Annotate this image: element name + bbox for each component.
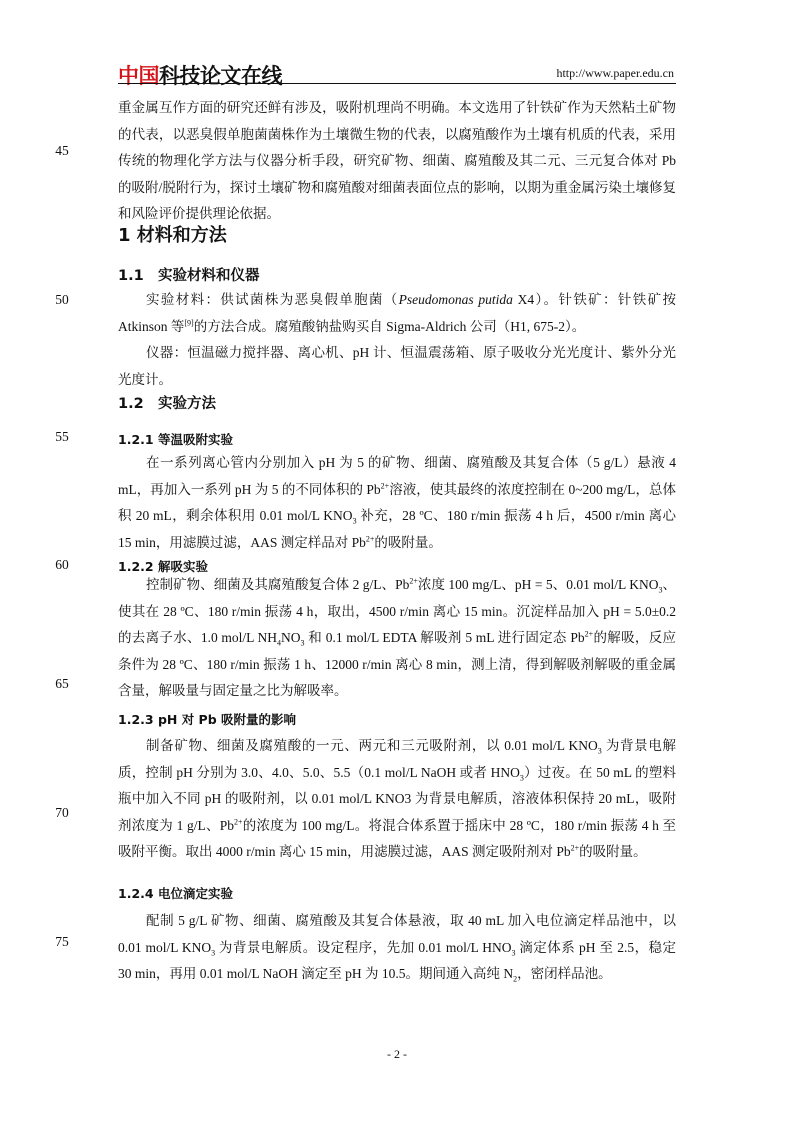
subsubsection-heading: 1.2.2 解吸实验	[118, 559, 208, 574]
line-number: 65	[55, 676, 69, 691]
instruments-paragraph: 仪器：恒温磁力搅拌器、离心机、pH 计、恒温震荡箱、原子吸收分光光度计、紫外分光光度计。	[118, 345, 676, 387]
subsection-heading: 1.1 实验材料和仪器	[118, 268, 260, 284]
intro-paragraph: 重金属互作方面的研究还鲜有涉及，吸附机理尚不明确。本文选用了针铁矿作为天然粘土矿物的代表，以恶臭假单胞菌菌株作为土壤微生物的代表，以腐殖酸作为土壤有机质的代表，采用传统的物理化学方法与仪器分析手段，研究矿物、细菌、腐殖酸及其二元、三元复合体对 Pb 的吸附/脱附行为，探讨土壤矿物和腐殖酸对细菌表面位点的影响，以期为重金属污染土壤修复和风险评价提供理论依据。	[118, 100, 676, 221]
subsubsection-heading: 1.2.4 电位滴定实验	[118, 886, 233, 901]
titration-paragraph: 配制 5 g/L 矿物、细菌、腐殖酸及其复合体悬液，取 40 mL 加入电位滴定样品池中，以 0.01 mol/L $KNO_3$ 为背景电解质。设定程序，先加 0.01 mol/L $HNO_3$ 滴定体系 pH 至 2.5，稳定 30 min，再用 0.01 mol/L NaOH 滴定至 pH 为 10.5。期间通入高纯 $N_2$，密闭样品池。	[118, 913, 677, 984]
page-number: - 2 -	[387, 1047, 407, 1061]
desorption-paragraph: 控制矿物、细菌及其腐殖酸复合体 2 g/L、$Pb^{2+}$浓度 100 mg/L、pH = 5、0.01 mol/L $KNO_3$、使其在 28 ºC、180 r/min 振荡 4 h，取出，4500 r/min 离心 15 min。沉淀样品加入 pH = 5.0±0.2 的去离子水、1.0 mol/L $NH_4NO_3$ 和 0.1 mol/L EDTA 解吸剂 5 mL 进行固定态 $Pb^{2+}$的解吸，反应条件为 28 ºC、180 r/min 振荡 1 h、12000 r/min 离心 8 min，测上清，得到解吸剂解吸的重金属含量，解吸量与固定量之比为解吸率。	[118, 576, 677, 698]
species-name: Pseudomonas putida	[398, 292, 513, 307]
header-rule	[118, 83, 676, 84]
section-heading: 1 材料和方法	[118, 225, 227, 246]
isotherm-paragraph: 在一系列离心管内分别加入 pH 为 5 的矿物、细菌、腐殖酸及其复合体（5 g/L）悬液 4 mL，再加入一系列 pH 为 5 的不同体积的 $Pb^{2+}$溶液，使其最终的浓度控制在 0~200 mg/L，总体积 20 mL，剩余体积用 0.01 mol/L $KNO_3$ 补充，28 ºC、180 r/min 振荡 4 h 后，4500 r/min 离心 15 min，用滤膜过滤，AAS 测定样品对 $Pb^{2+}$的吸附量。	[118, 455, 676, 550]
subsubsection-heading: 1.2.3 pH 对 Pb 吸附量的影响	[118, 712, 297, 727]
citation: [9]	[184, 318, 194, 327]
subsubsection-heading: 1.2.1 等温吸附实验	[118, 432, 233, 447]
line-number: 50	[55, 292, 69, 307]
line-number: 45	[55, 143, 69, 158]
line-number: 55	[55, 429, 69, 444]
line-number: 70	[55, 805, 69, 820]
subsection-heading: 1.2 实验方法	[118, 396, 216, 412]
journal-logo: 中国科技论文在线	[118, 64, 282, 88]
materials-paragraph: 实验材料：供试菌株为恶臭假单胞菌（Pseudomonas putida X4）。针铁矿：针铁矿按 Atkinson 等[9]的方法合成。腐殖酸钠盐购买自 Sigma-Aldrich 公司（H1, 675-2）。	[118, 292, 676, 334]
ph-effect-paragraph: 制备矿物、细菌及腐殖酸的一元、两元和三元吸附剂，以 0.01 mol/L $KNO_3$ 为背景电解质，控制 pH 分别为 3.0、4.0、5.0、5.5（0.1 mol/L NaOH 或者 $HNO_3$）过夜。在 50 mL 的塑料瓶中加入不同 pH 的吸附剂，以 0.01 mol/L KNO3 为背景电解质，溶液体积保持 20 mL，吸附剂浓度为 1 g/L、$Pb^{2+}$的浓度为 100 mg/L。将混合体系置于摇床中 28 ºC，180 r/min 振荡 4 h 至吸附平衡。取出 4000 r/min 离心 15 min，用滤膜过滤，AAS 测定吸附剂对 $Pb^{2+}$的吸附量。	[118, 738, 677, 859]
line-number: 75	[55, 934, 69, 949]
line-number: 60	[55, 557, 69, 572]
header-url: http://www.paper.edu.cn	[556, 66, 674, 80]
